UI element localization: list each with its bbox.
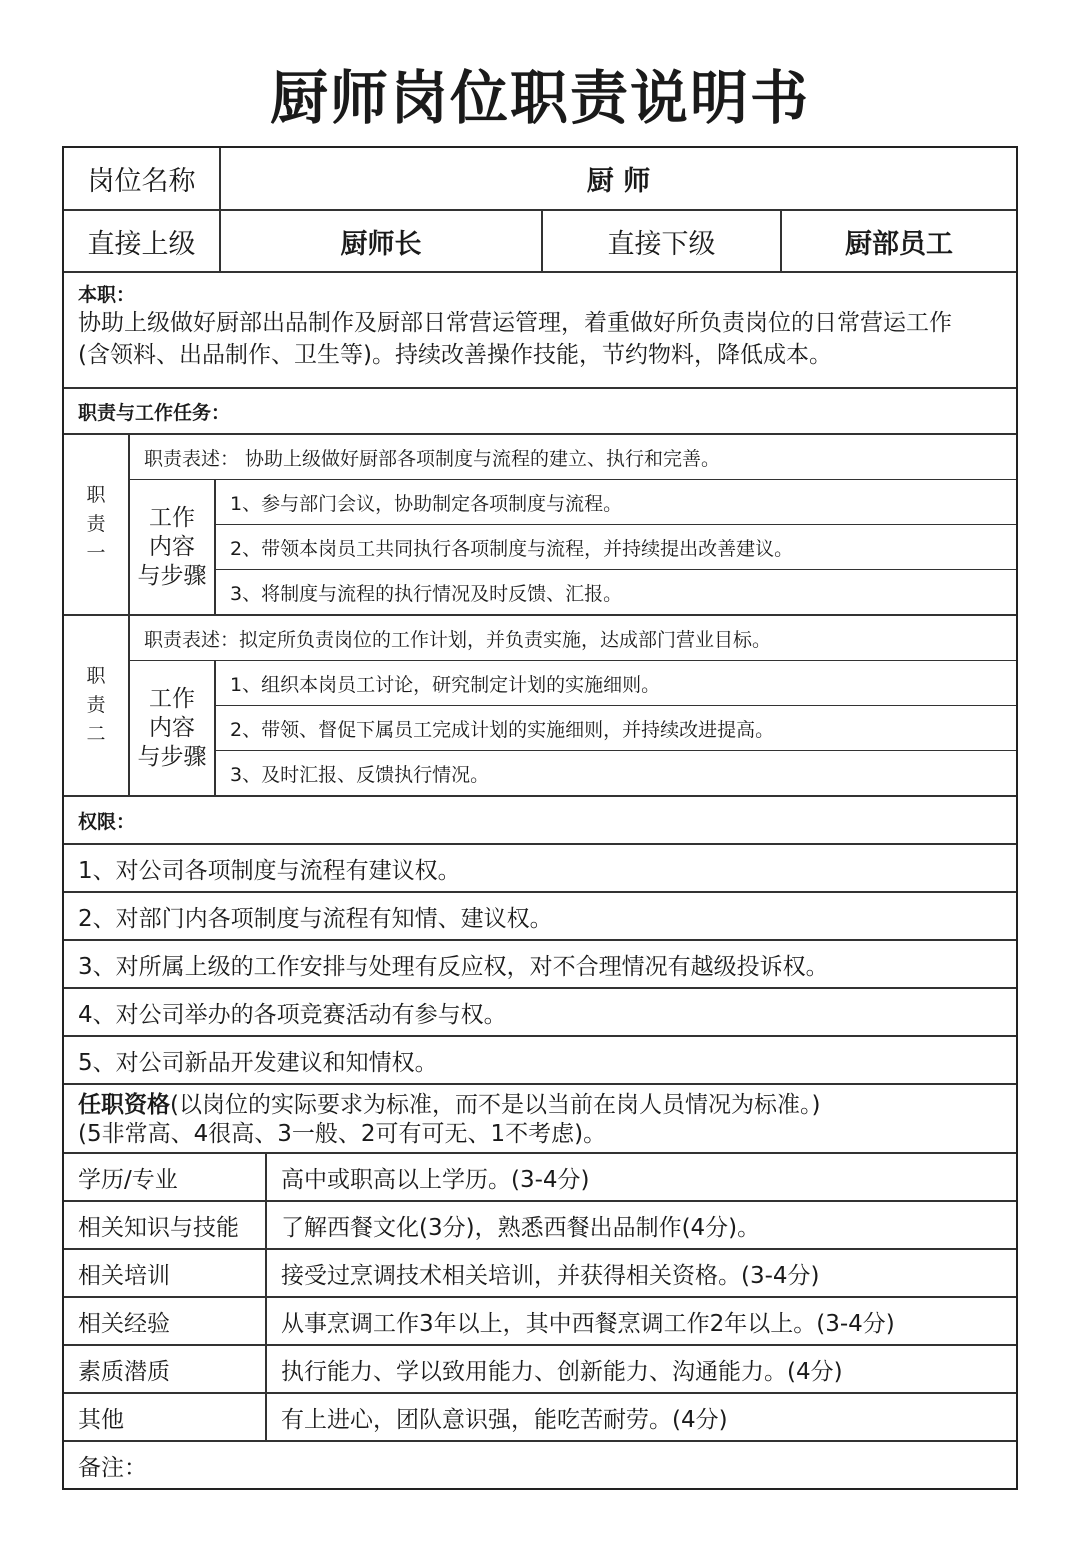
- main-duty-line-1: 协助上级做好厨部出品制作及厨部日常营运管理，着重做好所负责岗位的日常营运工作: [78, 310, 952, 336]
- qualification-label: 学历/专业: [64, 1154, 267, 1202]
- qualification-value: 执行能力、学以致用能力、创新能力、沟通能力。(4分): [267, 1346, 1016, 1394]
- duty-1-label-char: 职: [86, 484, 106, 506]
- page-title: 厨师岗位职责说明书: [269, 64, 810, 132]
- remarks-field: 备注：: [78, 1454, 147, 1481]
- work-label-line: 内容: [149, 714, 195, 741]
- position-name-label: 岗位名称: [64, 148, 221, 211]
- qualification-value: 从事烹调工作3年以上，其中西餐烹调工作2年以上。(3-4分): [267, 1298, 1016, 1346]
- duty-1-label-char: 责: [86, 513, 106, 535]
- duty-1-step-3: 3、将制度与流程的执行情况及时反馈、汇报。: [216, 570, 1016, 616]
- job-description-table: [62, 146, 1018, 1490]
- authority-item-1: 1、对公司各项制度与流程有建议权。: [64, 845, 1016, 893]
- duty-2-label: [64, 616, 130, 797]
- qualifications-heading: 任职资格: [78, 1092, 170, 1118]
- duty-2-statement: 职责表述：拟定所负责岗位的工作计划，并负责实施，达成部门营业目标。: [130, 616, 1016, 661]
- duty-2-label-char: 职: [86, 665, 106, 687]
- work-label-line: 内容: [149, 533, 195, 560]
- duty-2-work-label: [130, 661, 216, 797]
- qualification-label: 相关知识与技能: [64, 1202, 267, 1250]
- work-label-line: 与步骤: [137, 562, 207, 589]
- work-label-line: 工作: [149, 685, 195, 712]
- qualifications-heading-section: [64, 1085, 1016, 1154]
- subordinate-label: 直接下级: [543, 211, 782, 273]
- duty-2-step-3: 3、及时汇报、反馈执行情况。: [216, 751, 1016, 797]
- authority-item-5: 5、对公司新品开发建议和知情权。: [64, 1037, 1016, 1085]
- main-duty-label: 本职：: [78, 284, 136, 306]
- authority-item-3: 3、对所属上级的工作安排与处理有反应权，对不合理情况有越级投诉权。: [64, 941, 1016, 989]
- work-label-line: 工作: [149, 504, 195, 531]
- authority-heading: 权限：: [64, 797, 1016, 845]
- main-duty-section: [64, 273, 1016, 389]
- work-label-line: 与步骤: [137, 743, 207, 770]
- qualification-label: 其他: [64, 1394, 267, 1442]
- qualification-label: 素质潜质: [64, 1346, 267, 1394]
- position-name-value: 厨 师: [221, 148, 1016, 211]
- qualification-value: 高中或职高以上学历。(3-4分): [267, 1154, 1016, 1202]
- duty-1-statement: 职责表述： 协助上级做好厨部各项制度与流程的建立、执行和完善。: [130, 435, 1016, 480]
- qualification-label: 相关经验: [64, 1298, 267, 1346]
- duty-2-label-char: 责: [86, 694, 106, 716]
- subordinate-value: 厨部员工: [782, 211, 1016, 273]
- tasks-heading: 职责与工作任务：: [64, 389, 1016, 435]
- qualification-value: 有上进心，团队意识强，能吃苦耐劳。(4分): [267, 1394, 1016, 1442]
- duty-1-work-label: [130, 480, 216, 616]
- duty-1-label-char: 一: [86, 542, 106, 564]
- authority-item-4: 4、对公司举办的各项竞赛活动有参与权。: [64, 989, 1016, 1037]
- qualification-label: 相关培训: [64, 1250, 267, 1298]
- qualification-value: 接受过烹调技术相关培训，并获得相关资格。(3-4分): [267, 1250, 1016, 1298]
- qualifications-heading-note: (以岗位的实际要求为标准，而不是以当前在岗人员情况为标准。): [170, 1092, 821, 1118]
- duty-2-step-2: 2、带领、督促下属员工完成计划的实施细则，并持续改进提高。: [216, 706, 1016, 751]
- authority-item-2: 2、对部门内各项制度与流程有知情、建议权。: [64, 893, 1016, 941]
- duty-1-step-1: 1、参与部门会议，协助制定各项制度与流程。: [216, 480, 1016, 525]
- duty-2-step-1: 1、组织本岗员工讨论，研究制定计划的实施细则。: [216, 661, 1016, 706]
- superior-label: 直接上级: [64, 211, 221, 273]
- duty-1-step-2: 2、带领本岗员工共同执行各项制度与流程，并持续提出改善建议。: [216, 525, 1016, 570]
- duty-1-label: [64, 435, 130, 616]
- superior-value: 厨师长: [221, 211, 543, 273]
- duty-2-label-char: 二: [86, 723, 106, 745]
- qualifications-scale-note: (5非常高、4很高、3一般、2可有可无、1不考虑)。: [78, 1121, 607, 1147]
- main-duty-line-2: (含领料、出品制作、卫生等)。持续改善操作技能，节约物料，降低成本。: [78, 342, 832, 368]
- qualification-value: 了解西餐文化(3分)，熟悉西餐出品制作(4分)。: [267, 1202, 1016, 1250]
